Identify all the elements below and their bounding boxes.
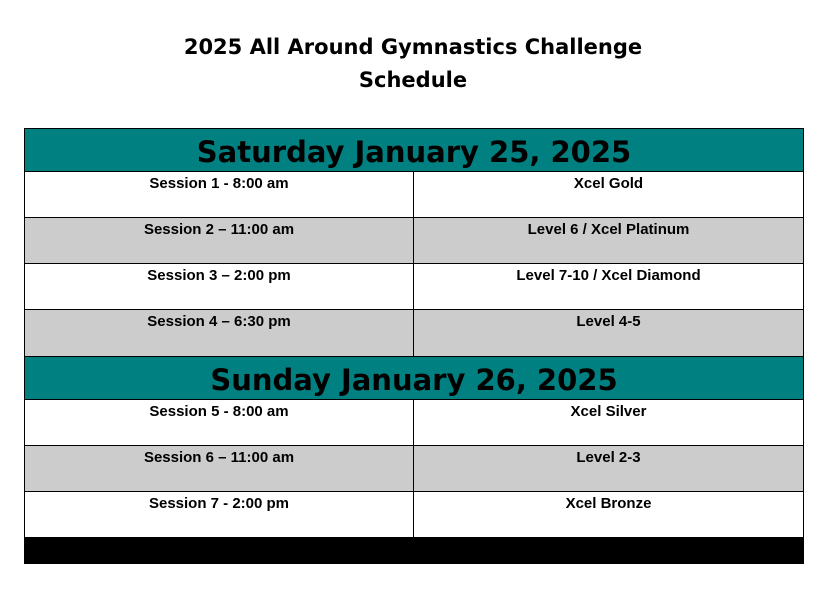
table-row [25,492,803,538]
session-cell: Session 3 – 2:00 pm [25,264,414,309]
session-cell: Session 1 - 8:00 am [25,172,414,217]
levels-cell: Xcel Gold [573,175,644,192]
day-header-sunday: Sunday January 26, 2025 [25,356,803,400]
table-row [25,310,803,356]
session-cell: Session 4 – 6:30 pm [25,310,414,356]
levels-cell: Xcel Silver [570,403,647,420]
session-cell: Session 5 - 8:00 am [25,400,414,445]
levels-cell: Level 4-5 [576,313,641,330]
table-row [25,446,803,492]
schedule-table [24,128,804,564]
table-row [25,172,803,218]
session-cell: Session 7 - 2:00 pm [25,492,414,537]
levels-cell: Level 2-3 [576,449,641,466]
levels-cell: Level 7-10 / Xcel Diamond [516,267,701,284]
table-row [25,264,803,310]
levels-cell: Level 6 / Xcel Platinum [527,221,690,238]
day-header-saturday: Saturday January 25, 2025 [25,129,803,172]
table-row [25,218,803,264]
footer-bar [25,538,803,563]
document-title: 2025 All Around Gymnastics Challenge [183,35,643,59]
session-cell: Session 2 – 11:00 am [25,218,414,263]
levels-cell: Xcel Bronze [565,495,652,512]
session-cell: Session 6 – 11:00 am [25,446,414,491]
table-row [25,400,803,446]
document-subtitle: Schedule [358,68,468,92]
